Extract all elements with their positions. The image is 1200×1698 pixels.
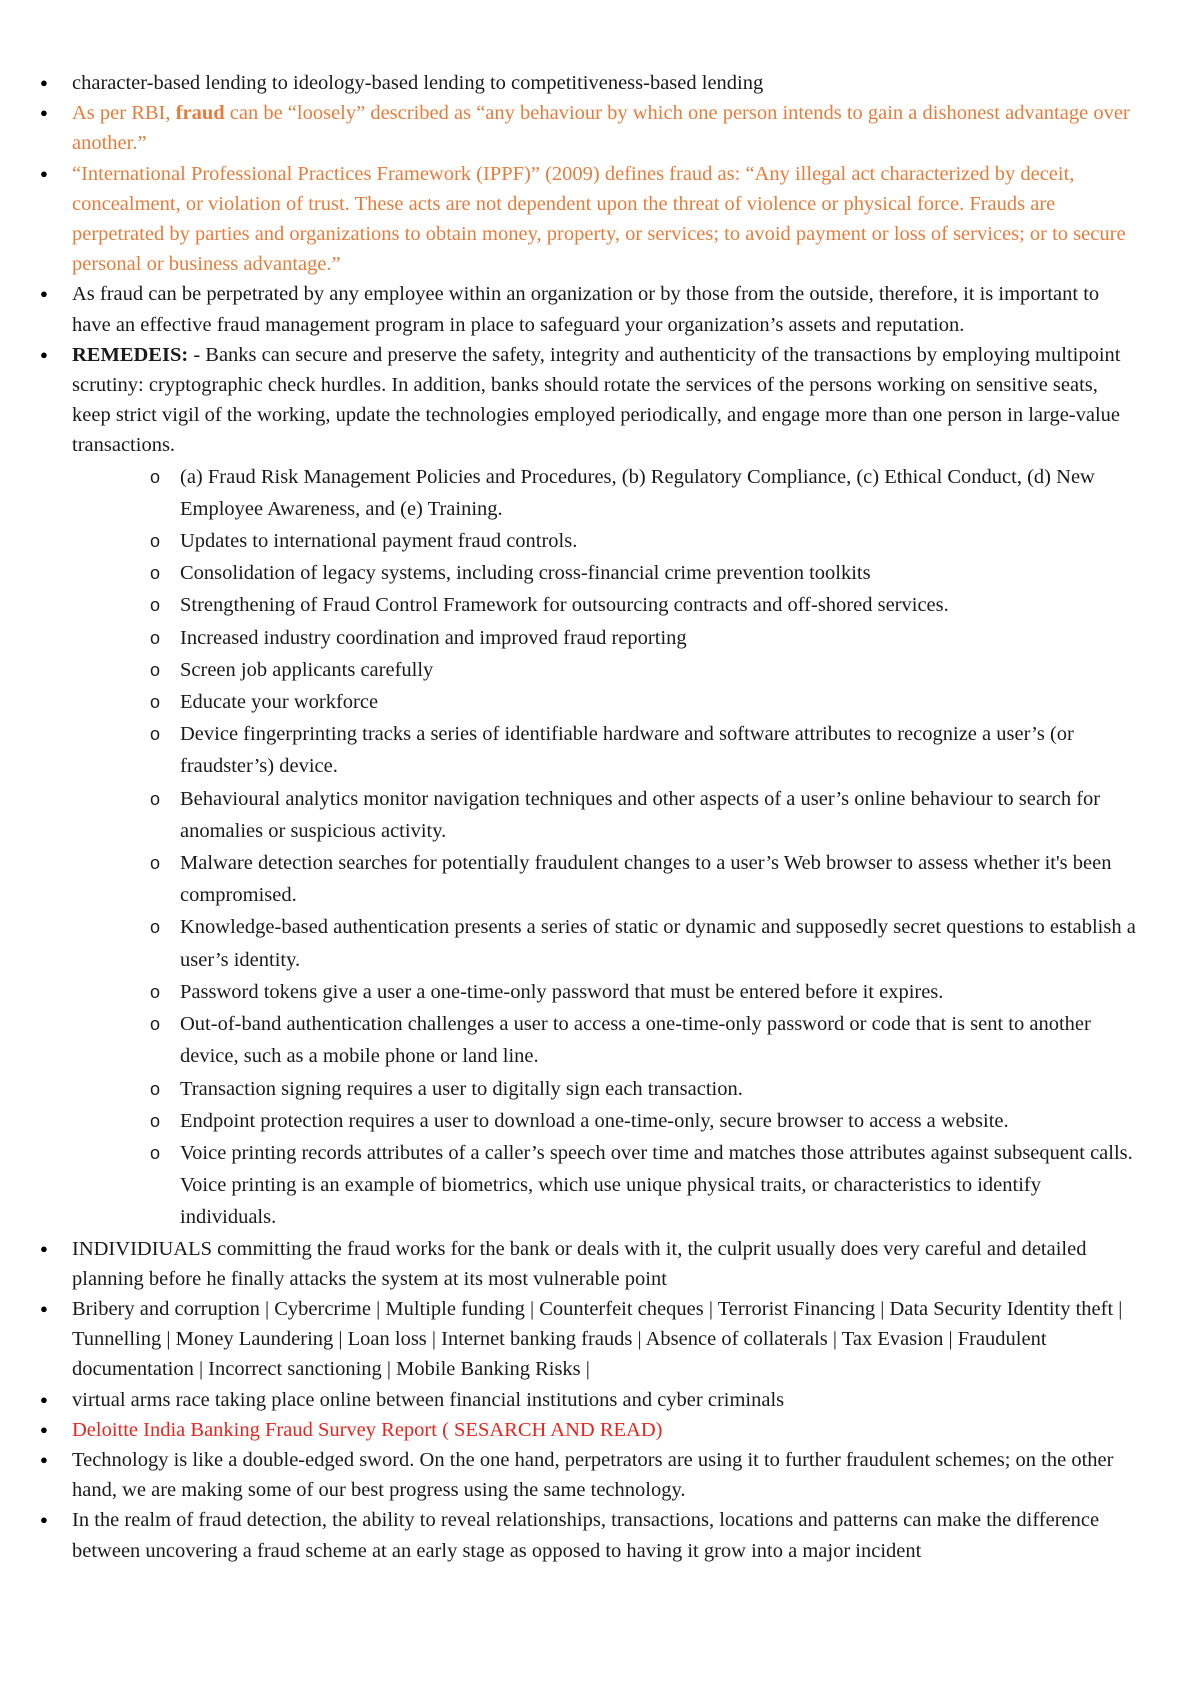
arms-race-text: virtual arms race taking place online between financial institutions and cyber criminals xyxy=(72,1388,785,1411)
remedy-item: o Voice printing records attributes of a caller’s speech over time and matches those attributes against subsequent calls. Voice printing is an example of biometrics, which use unique physical traits, or characteristics to identify individuals. xyxy=(150,1137,1140,1234)
bullet-arms-race xyxy=(40,1385,1140,1415)
remedy-item: o Increased industry coordination and improved fraud reporting xyxy=(150,622,1140,654)
bullet-lending xyxy=(40,68,1140,98)
fraud-types-text: Bribery and corruption | Cybercrime | Multiple funding | Counterfeit cheques | Terrorist Financing | Data Security Identity theft | Tunnelling | Money Laundering | Loan loss | Internet banking frauds | Absence of collaterals | Tax Evasion | Fraudulent documentation | Incorrect sanctioning | Mobile Banking Risks | xyxy=(72,1297,1123,1381)
fraud-management-text: As fraud can be perpetrated by any employee within an organization or by those from the outside, therefore, it is important to have an effective fraud management program in place to safeguard your organization’s assets and reputation. xyxy=(72,283,1100,336)
remedy-item: o Consolidation of legacy systems, including cross-financial crime prevention toolkits xyxy=(150,557,1140,589)
bullet-deloitte-report xyxy=(40,1415,1140,1445)
remedy-item: o Knowledge-based authentication presents a series of static or dynamic and supposedly secret questions to establish a user’s identity. xyxy=(150,911,1140,975)
remedy-item: o Behavioural analytics monitor navigation techniques and other aspects of a user’s online behaviour to search for anomalies or suspicious activity. xyxy=(150,783,1140,847)
technology-text: Technology is like a double-edged sword. On the one hand, perpetrators are using it to further fraudulent schemes; on the other hand, we are making some of our best progress using the same technology. xyxy=(72,1448,1114,1502)
remedy-item: o Educate your workforce xyxy=(150,686,1140,718)
remedy-item: o Password tokens give a user a one-time-only password that must be entered before it expires. xyxy=(150,976,1140,1008)
remedies-sublist xyxy=(72,461,1140,1234)
bullet-rbi-definition xyxy=(40,98,1140,158)
remedy-item: o Updates to international payment fraud controls. xyxy=(150,525,1140,557)
remedy-item: o Out-of-band authentication challenges a user to access a one-time-only password or code that is sent to another device, such as a mobile phone or land line. xyxy=(150,1008,1140,1072)
rbi-text-post: can be “loosely” described as “any behaviour by which one person intends to gain a dishonest advantage over another.” xyxy=(72,102,1130,155)
remedy-item: o Screen job applicants carefully xyxy=(150,654,1140,686)
deloitte-text: Deloitte India Banking Fraud Survey Report ( SESARCH AND READ) xyxy=(72,1418,663,1441)
remedy-item: o Malware detection searches for potentially fraudulent changes to a user’s Web browser to assess whether it's been compromised. xyxy=(150,847,1140,911)
individuals-text: INDIVIDIUALS committing the fraud works for the bank or deals with it, the culprit usually does very careful and detailed planning before he finally attacks the system at its most vulnerable point xyxy=(72,1237,1087,1290)
remedy-item: o Strengthening of Fraud Control Framework for outsourcing contracts and off-shored services. xyxy=(150,589,1140,621)
ippf-text: “International Professional Practices Framework (IPPF)” (2009) defines fraud as: “Any illegal act characterized by deceit, concealment, or violation of trust. These acts are not dependent upon the threat of violence or physical force. Frauds are perpetrated by parties and organizations to obtain money, property, or services; to avoid payment or loss of services; or to secure personal or business advantage.” xyxy=(72,162,1126,276)
rbi-fraud-term: fraud xyxy=(175,102,225,125)
rbi-text-pre: As per RBI, xyxy=(72,102,176,125)
fraud-detection-text: In the realm of fraud detection, the ability to reveal relationships, transactions, locations and patterns can make the difference between uncovering a fraud scheme at an early stage as opposed to having it grow into a major incident xyxy=(72,1509,1100,1562)
remedies-label: REMEDEIS: xyxy=(72,343,189,366)
bullet-list xyxy=(40,68,1140,1566)
remedy-item: o Endpoint protection requires a user to download a one-time-only, secure browser to access a website. xyxy=(150,1105,1140,1137)
bullet-remedies xyxy=(40,340,1140,1234)
bullet-lending-text: character-based lending to ideology-based lending to competitiveness-based lending xyxy=(72,72,764,94)
bullet-ippf-definition xyxy=(40,159,1140,280)
bullet-fraud-management xyxy=(40,279,1140,339)
bullet-technology xyxy=(40,1445,1140,1505)
bullet-fraud-detection xyxy=(40,1505,1140,1565)
remedy-item: o (a) Fraud Risk Management Policies and Procedures, (b) Regulatory Compliance, (c) Ethical Conduct, (d) New Employee Awareness, and (e) Training. xyxy=(150,461,1140,525)
remedies-text: - Banks can secure and preserve the safety, integrity and authenticity of the transactions by employing multipoint scrutiny: cryptographic check hurdles. In addition, banks should rotate the services of the persons working on sensitive seats, keep strict vigil of the working, update the technologies employed periodically, and engage more than one person in large-value transactions. xyxy=(72,343,1121,457)
remedy-item: o Device fingerprinting tracks a series of identifiable hardware and software attributes to recognize a user’s (or fraudster’s) device. xyxy=(150,718,1140,782)
bullet-fraud-types xyxy=(40,1294,1140,1385)
bullet-individuals xyxy=(40,1234,1140,1294)
remedy-item: o Transaction signing requires a user to digitally sign each transaction. xyxy=(150,1073,1140,1105)
